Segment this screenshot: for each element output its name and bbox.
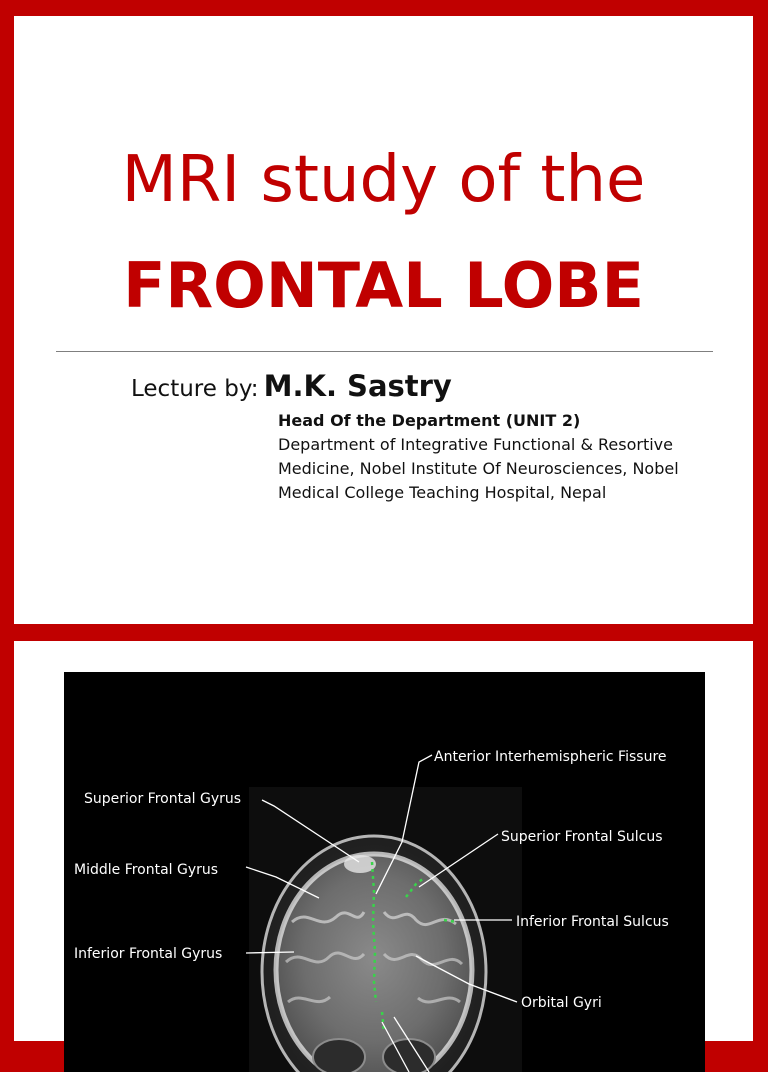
- orbit-right: [383, 1039, 435, 1072]
- title-slide: [14, 16, 753, 624]
- mri-slide: [14, 641, 753, 1041]
- label-superior-frontal-sulcus: Superior Frontal Sulcus: [501, 829, 663, 845]
- department-line-1: Department of Integrative Functional & Resortive: [278, 435, 673, 454]
- title-line-2: FRONTAL LOBE: [123, 249, 644, 322]
- label-middle-frontal-gyrus: Middle Frontal Gyrus: [74, 862, 219, 878]
- lecture-byline: [131, 369, 452, 403]
- label-superior-frontal-gyrus: Superior Frontal Gyrus: [84, 791, 242, 807]
- mri-image-panel: [64, 672, 705, 1072]
- department-line-3: Medical College Teaching Hospital, Nepal: [278, 483, 607, 502]
- label-orbital-gyri: Orbital Gyri: [521, 995, 602, 1011]
- orbit-left: [313, 1039, 365, 1072]
- divider: [56, 351, 713, 352]
- title-line-1: MRI study of the: [121, 143, 646, 217]
- label-inferior-frontal-sulcus: Inferior Frontal Sulcus: [516, 914, 669, 930]
- label-inferior-frontal-gyrus: Inferior Frontal Gyrus: [74, 946, 223, 962]
- department-line-2: Medicine, Nobel Institute Of Neurosciences, Nobel: [278, 459, 679, 478]
- lecture-label: Lecture by:: [131, 376, 259, 402]
- department-head: Head Of the Department (UNIT 2): [278, 411, 581, 430]
- lecturer-name: M.K. Sastry: [263, 369, 452, 403]
- department-info: [278, 409, 748, 505]
- label-anterior-interhemispheric-fissure: Anterior Interhemispheric Fissure: [434, 749, 667, 765]
- mri-brain-figure: [64, 672, 705, 1072]
